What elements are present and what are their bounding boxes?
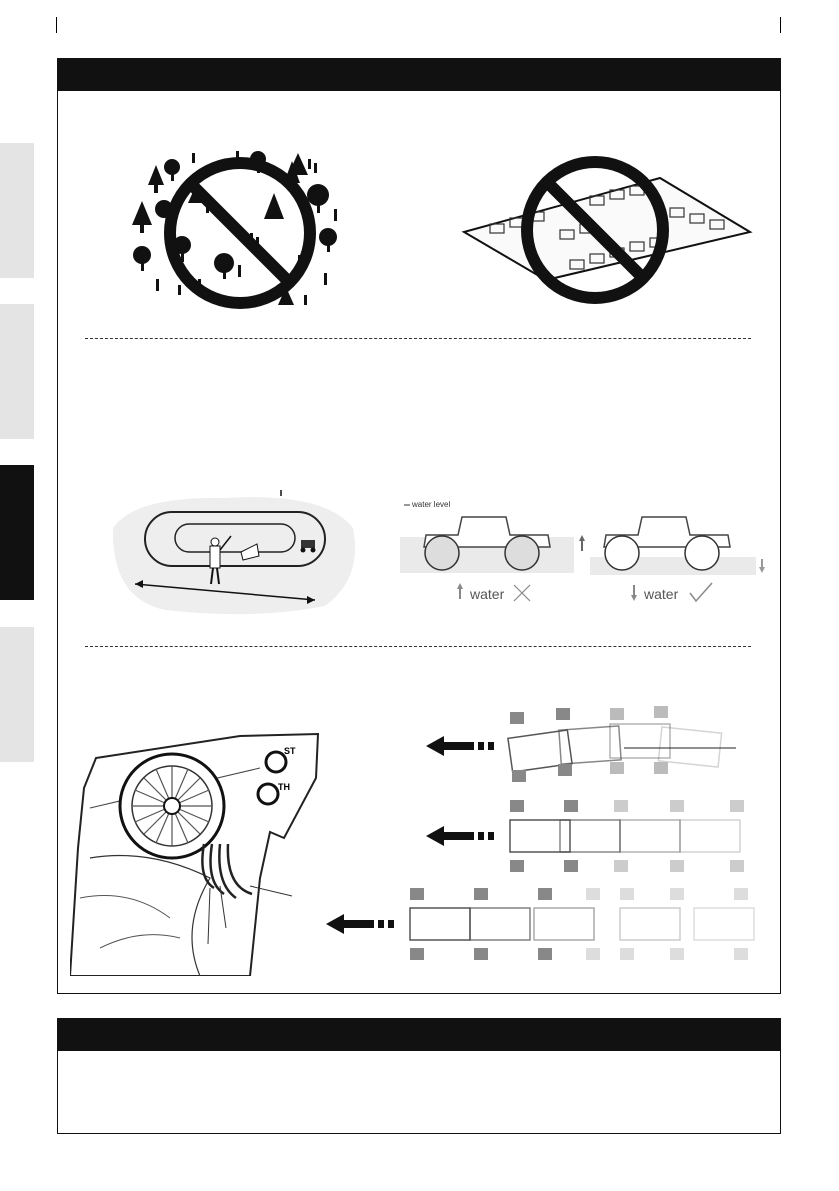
transmitter-illustration: [70, 728, 326, 976]
water-down-label: water: [644, 586, 679, 602]
side-tab-2[interactable]: [0, 304, 34, 439]
panel-header-bar: [58, 1019, 780, 1051]
th-knob-label: TH: [278, 782, 290, 792]
notes-panel: [57, 1018, 781, 1134]
parking-lot-no-operate-illustration: [460, 150, 756, 308]
side-tab-3[interactable]: [0, 465, 34, 600]
st-knob-label: ST: [284, 746, 296, 756]
section-divider: [85, 338, 751, 339]
motion-sequence-illustration: [324, 704, 764, 966]
water-level-illustration: [398, 495, 770, 610]
side-tab-4[interactable]: [0, 627, 34, 762]
crowd-no-operate-illustration: [128, 145, 346, 315]
side-tab-1[interactable]: [0, 143, 34, 278]
section-divider: [85, 646, 751, 647]
crop-mark-left: [56, 17, 57, 33]
water-up-label: water: [470, 586, 505, 602]
water-level-label: water level: [412, 500, 451, 509]
track-area-illustration: [105, 488, 363, 618]
crop-mark-right: [780, 17, 781, 33]
panel-header-bar: [58, 59, 780, 91]
